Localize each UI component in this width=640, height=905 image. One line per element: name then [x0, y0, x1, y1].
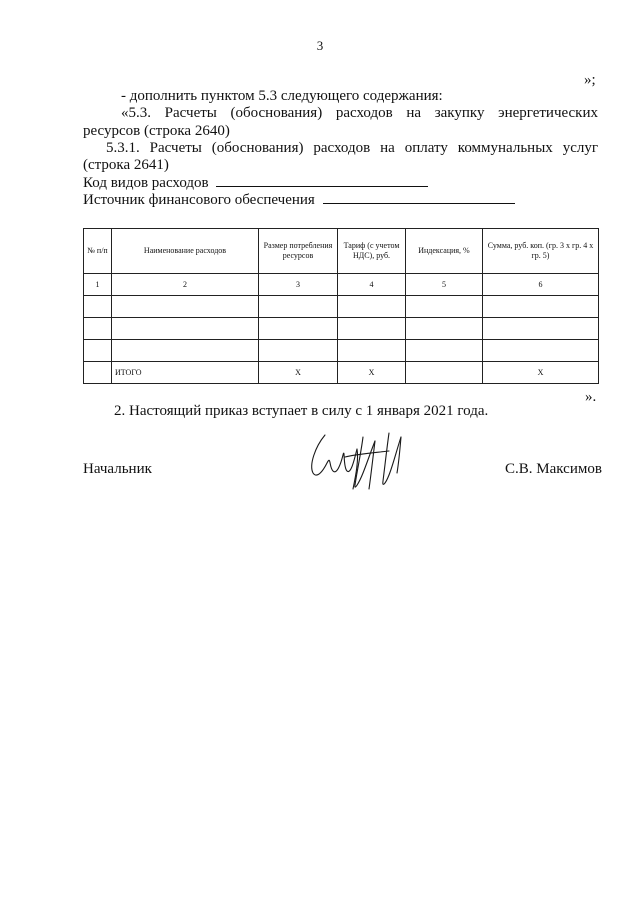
funding-source-row — [83, 191, 515, 209]
empty-cell — [483, 296, 599, 318]
item-5-3-line2: ресурсов (строка 2640) — [83, 123, 230, 139]
closing-quote-bottom: ». — [585, 389, 597, 405]
header-cell: Индексация, % — [406, 229, 483, 274]
column-number-cell: 3 — [259, 274, 338, 296]
empty-cell — [112, 296, 259, 318]
signatory-name: С.В. Максимов — [505, 461, 602, 477]
expense-code-row — [83, 174, 428, 192]
column-number-cell: 1 — [84, 274, 112, 296]
empty-cell — [112, 318, 259, 340]
header-cell: Размер потребления ресурсов — [259, 229, 338, 274]
header-cell: № п/п — [84, 229, 112, 274]
table-row-empty — [84, 296, 599, 318]
total-col4: Х — [338, 362, 406, 384]
empty-cell — [84, 340, 112, 362]
table-total-row — [84, 362, 599, 384]
empty-cell — [483, 340, 599, 362]
empty-cell — [84, 296, 112, 318]
header-cell: Наименование расходов — [112, 229, 259, 274]
header-cell: Сумма, руб. коп. (гр. 3 х гр. 4 х гр. 5) — [483, 229, 599, 274]
empty-cell — [406, 296, 483, 318]
table-row-empty — [84, 318, 599, 340]
total-col6: Х — [483, 362, 599, 384]
effective-clause: 2. Настоящий приказ вступает в силу с 1 января 2021 года. — [114, 403, 489, 419]
column-number-row — [84, 274, 599, 296]
empty-cell — [259, 296, 338, 318]
empty-cell — [406, 340, 483, 362]
empty-cell — [338, 296, 406, 318]
item-5-3-1-line2: (строка 2641) — [83, 157, 169, 173]
handwritten-signature — [305, 427, 415, 499]
empty-cell — [259, 340, 338, 362]
empty-cell — [84, 362, 112, 384]
empty-cell — [338, 340, 406, 362]
column-number-cell: 4 — [338, 274, 406, 296]
header-cell: Тариф (с учетом НДС), руб. — [338, 229, 406, 274]
total-label: ИТОГО — [112, 362, 259, 384]
empty-cell — [259, 318, 338, 340]
table-row-empty — [84, 340, 599, 362]
expense-code-blank — [216, 174, 428, 187]
item-5-3-line1: «5.3. Расчеты (обоснования) расходов на закупку энергетических — [121, 105, 598, 121]
table-header-row — [84, 229, 599, 274]
closing-quote-top: »; — [584, 72, 596, 88]
funding-source-label: Источник финансового обеспечения — [83, 192, 315, 208]
empty-cell — [406, 318, 483, 340]
empty-cell — [112, 340, 259, 362]
expense-code-label: Код видов расходов — [83, 175, 209, 191]
resource-expenses-table — [83, 228, 599, 384]
column-number-cell: 2 — [112, 274, 259, 296]
empty-cell — [483, 318, 599, 340]
funding-source-blank — [323, 191, 515, 204]
intro-line: - дополнить пунктом 5.3 следующего содержания: — [121, 88, 443, 104]
empty-cell — [84, 318, 112, 340]
empty-cell — [406, 362, 483, 384]
page-number: 3 — [316, 38, 324, 53]
signatory-title: Начальник — [83, 461, 152, 477]
column-number-cell: 6 — [483, 274, 599, 296]
item-5-3-1-line1: 5.3.1. Расчеты (обоснования) расходов на оплату коммунальных услуг — [106, 140, 598, 156]
total-col3: Х — [259, 362, 338, 384]
empty-cell — [338, 318, 406, 340]
column-number-cell: 5 — [406, 274, 483, 296]
